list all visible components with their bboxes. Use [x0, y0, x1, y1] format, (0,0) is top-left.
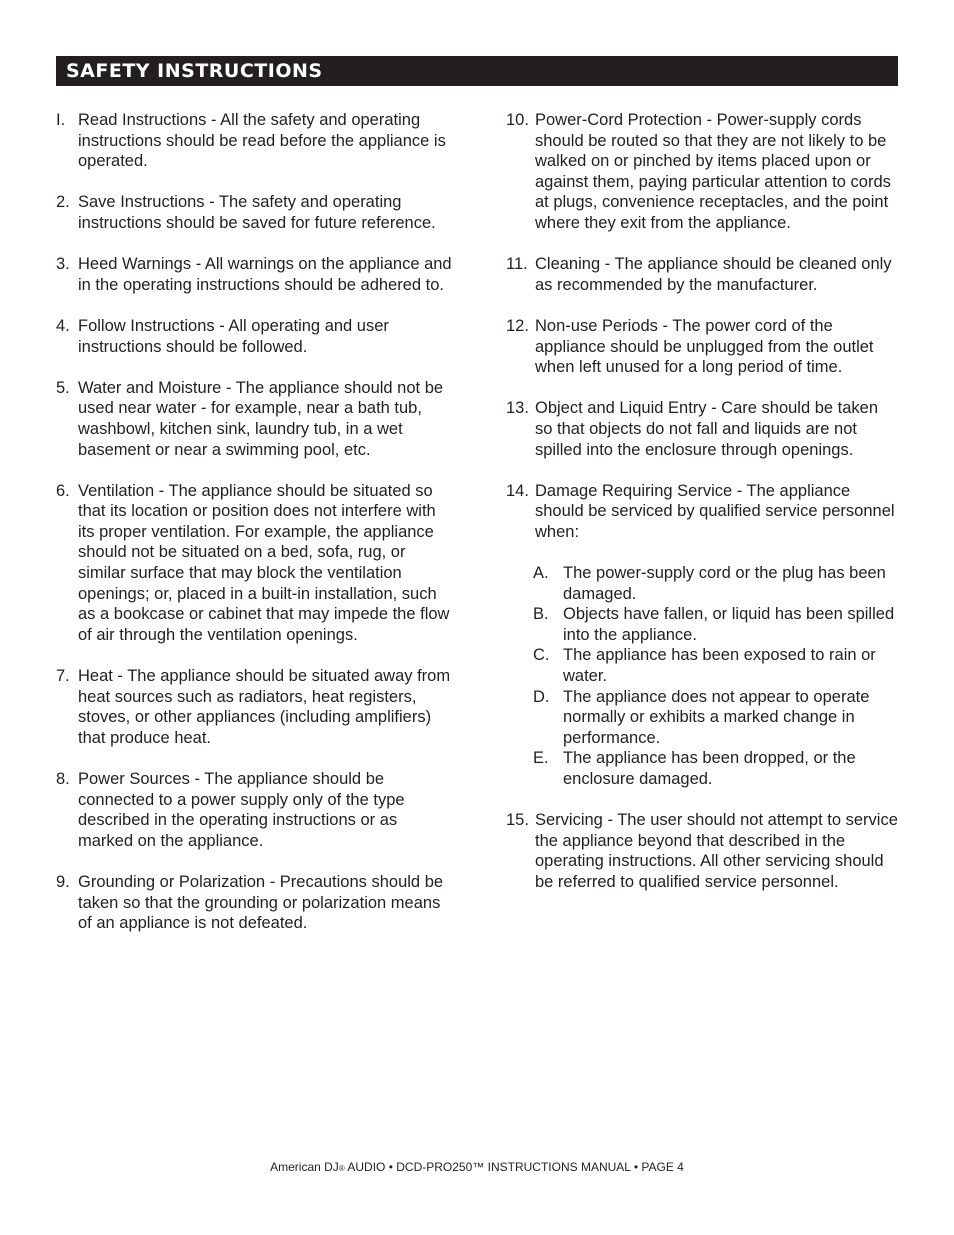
- list-item: [56, 769, 456, 851]
- sub-list-item: [535, 687, 900, 749]
- item-number: 13.: [506, 399, 529, 418]
- list-item: [56, 110, 456, 172]
- sub-item-letter: D.: [533, 687, 550, 706]
- list-item: [500, 810, 900, 892]
- item-number: 8.: [56, 770, 70, 788]
- item-text: Power Sources - The appliance should be connected to a power supply only of the type described in the operating instructions or as marked on the appliance.: [78, 770, 405, 850]
- item-text: Save Instructions - The safety and operating instructions should be saved for future reference.: [78, 193, 436, 232]
- item-number: 12.: [506, 316, 529, 335]
- list-item: [56, 378, 456, 460]
- list-item: [56, 481, 456, 646]
- list-item: [56, 192, 456, 233]
- sub-item-letter: C.: [533, 646, 550, 665]
- sub-item-text: The appliance has been dropped, or the enclosure damaged.: [563, 749, 856, 788]
- item-number: 9.: [56, 872, 70, 891]
- footer-registered-mark: ®: [338, 1164, 345, 1173]
- item-number: I.: [56, 111, 66, 129]
- sub-item-letter: A.: [533, 564, 549, 583]
- item-text: Cleaning - The appliance should be cleaned only as recommended by the manufacturer.: [535, 255, 892, 294]
- item-text: Water and Moisture - The appliance should not be used near water - for example, near a bath tub, washbowl, kitchen sink, laundry tub, in a wet basement or near a swimming pool, etc.: [78, 378, 444, 459]
- item-text: Power-Cord Protection - Power-supply cords should be routed so that they are not likely to be walked on or pinched by items placed upon or against them, paying particular attention to cords at plugs, convenience receptacles, and the point where they exit from the appliance.: [535, 111, 891, 232]
- list-item: [500, 110, 900, 234]
- list-item: [56, 316, 456, 357]
- item-text: Follow Instructions - All operating and user instructions should be followed.: [78, 316, 389, 356]
- sub-list: [535, 563, 900, 790]
- section-title: SAFETY INSTRUCTIONS: [66, 60, 323, 82]
- sub-item-text: The power-supply cord or the plug has been damaged.: [563, 564, 886, 603]
- sub-list-item: [535, 604, 900, 645]
- left-column: [56, 110, 456, 954]
- item-number: 15.: [506, 811, 529, 830]
- item-text: Damage Requiring Service - The appliance should be serviced by qualified service personnel when:: [535, 481, 895, 541]
- sub-item-letter: E.: [533, 749, 549, 768]
- sub-list-item: [535, 645, 900, 686]
- list-item: [56, 666, 456, 748]
- sub-item-letter: B.: [533, 605, 549, 624]
- item-text: Grounding or Polarization - Precautions should be taken so that the grounding or polarization means of an appliance is not defeated.: [78, 872, 444, 933]
- sub-item-text: The appliance has been exposed to rain or water.: [563, 646, 876, 686]
- item-text: Heat - The appliance should be situated away from heat sources such as radiators, heat registers, stoves, or other appliances (including amplifiers) that produce heat.: [78, 667, 451, 747]
- sub-item-text: The appliance does not appear to operate normally or exhibits a marked change in performance.: [563, 687, 870, 747]
- item-number: 10.: [506, 111, 529, 129]
- item-number: 3.: [56, 255, 70, 274]
- item-number: 7.: [56, 667, 70, 686]
- list-item: [500, 481, 900, 790]
- list-item: [500, 316, 900, 378]
- footer-text: AUDIO • DCD-PRO250™ INSTRUCTIONS MANUAL • PAGE 4: [344, 1160, 684, 1174]
- item-text: Heed Warnings - All warnings on the appliance and in the operating instructions should be adhered to.: [78, 255, 452, 294]
- item-number: 11.: [506, 255, 528, 274]
- item-text: Read Instructions - All the safety and operating instructions should be read before the appliance is operated.: [78, 111, 446, 171]
- list-item: [500, 254, 900, 295]
- item-number: 2.: [56, 193, 70, 212]
- sub-list-item: [535, 748, 900, 789]
- item-number: 5.: [56, 378, 70, 397]
- list-item: [500, 398, 900, 460]
- item-text: Object and Liquid Entry - Care should be taken so that objects do not fall and liquids are not spilled into the enclosure through openings.: [535, 399, 879, 459]
- item-number: 6.: [56, 481, 70, 500]
- sub-item-text: Objects have fallen, or liquid has been spilled into the appliance.: [563, 605, 895, 644]
- right-column: [500, 110, 900, 913]
- list-item: [56, 254, 456, 295]
- item-number: 14.: [506, 481, 529, 500]
- item-number: 4.: [56, 316, 70, 335]
- sub-list-item: [535, 563, 900, 604]
- item-text: Ventilation - The appliance should be situated so that its location or position does not interfere with its proper ventilation. For example, the appliance should not be situated on a bed, sofa, rug, or similar surface that may block the ventilation openings; or, placed in a built-in installation, such as a bookcase or cabinet that may impede the flow of air through the ventilation openings.: [78, 481, 450, 644]
- section-title-bar: [56, 56, 898, 86]
- list-item: [56, 872, 456, 934]
- page-footer: [0, 1160, 954, 1174]
- footer-brand: American DJ: [270, 1160, 339, 1174]
- item-text: Servicing - The user should not attempt to service the appliance beyond that described in the operating instructions. All other servicing should be referred to qualified service personnel.: [535, 811, 898, 891]
- item-text: Non-use Periods - The power cord of the appliance should be unplugged from the outlet when left unused for a long period of time.: [535, 316, 874, 377]
